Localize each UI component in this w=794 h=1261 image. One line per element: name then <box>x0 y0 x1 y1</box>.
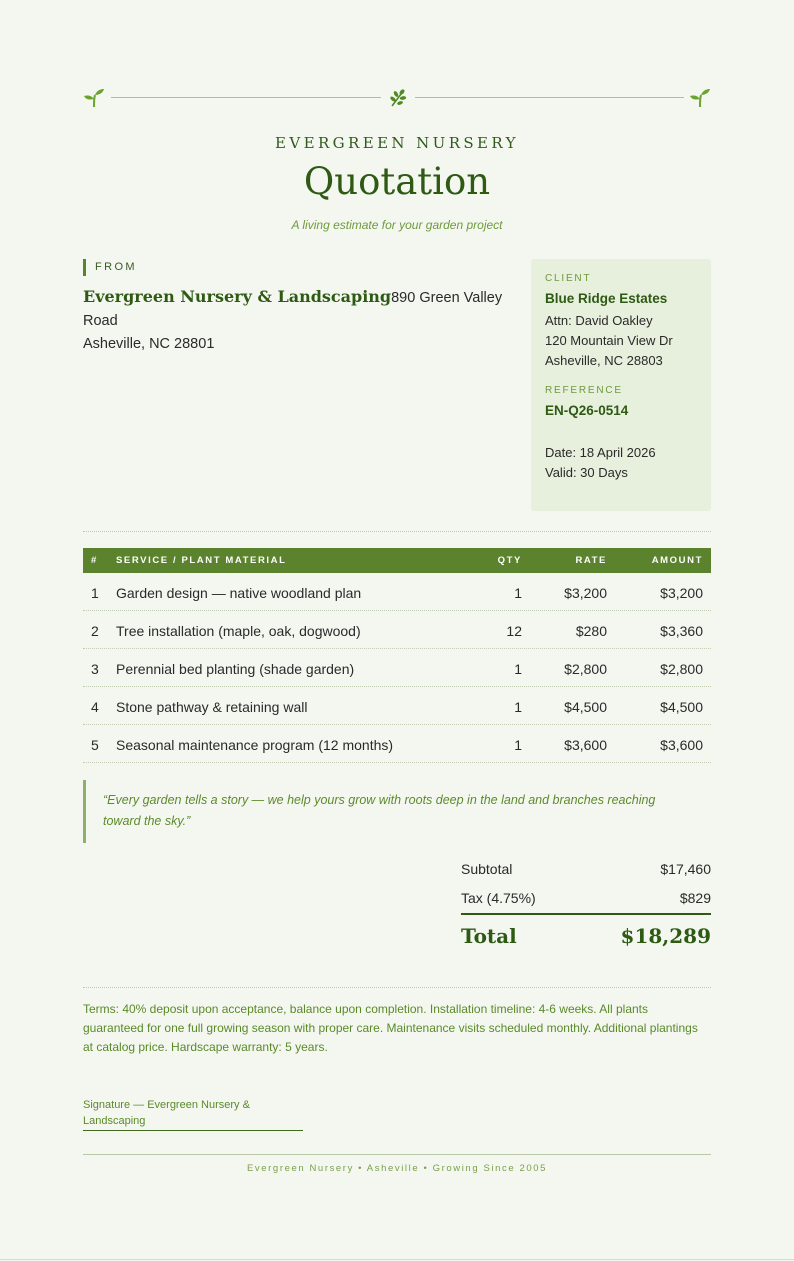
row-qty: 12 <box>506 623 522 639</box>
table-row <box>83 649 711 687</box>
row-amount: $3,360 <box>660 623 703 639</box>
header-qty: QTY <box>497 555 522 566</box>
reference-number: EN-Q26-0514 <box>545 403 629 418</box>
header-rate: RATE <box>575 555 607 566</box>
from-address-line2: Asheville, NC 28801 <box>83 336 215 352</box>
table-row <box>83 687 711 725</box>
table-row <box>83 573 711 611</box>
client-attn: Attn: David Oakley <box>545 313 653 328</box>
header-desc: SERVICE / PLANT MATERIAL <box>116 555 287 566</box>
subtotal-value: $17,460 <box>660 861 711 877</box>
row-amount: $2,800 <box>660 661 703 677</box>
row-qty: 1 <box>514 699 522 715</box>
row-desc: Seasonal maintenance program (12 months) <box>116 737 394 753</box>
from-address <box>83 285 513 356</box>
quote-validity: Valid: 30 Days <box>545 465 628 480</box>
section-divider <box>83 531 711 532</box>
total-label: Total <box>461 924 517 948</box>
row-rate: $3,600 <box>564 737 607 753</box>
client-city: Asheville, NC 28803 <box>545 353 663 368</box>
signature-line: Signature — Evergreen Nursery & Landscaping <box>83 1097 303 1131</box>
leaf-icon <box>387 86 409 108</box>
table-row <box>83 611 711 649</box>
footer-rule <box>83 1154 711 1155</box>
row-desc: Perennial bed planting (shade garden) <box>116 661 355 677</box>
row-num: 4 <box>91 699 99 715</box>
ornament-line-right <box>415 97 684 98</box>
brand-name: EVERGREEN NURSERY <box>275 134 519 152</box>
subtotal-row <box>461 855 711 884</box>
sprout-icon <box>689 86 711 108</box>
from-label: FROM <box>83 259 137 276</box>
client-name: Blue Ridge Estates <box>545 291 668 306</box>
reference-label: REFERENCE <box>545 385 623 396</box>
row-num: 3 <box>91 661 99 677</box>
row-num: 5 <box>91 737 99 753</box>
client-street: 120 Mountain View Dr <box>545 333 673 348</box>
line-items-table <box>83 548 711 763</box>
page-edge <box>0 1259 794 1260</box>
client-label: CLIENT <box>545 273 592 284</box>
tax-label: Tax (4.75%) <box>461 890 536 906</box>
tax-row <box>461 884 711 913</box>
row-amount: $4,500 <box>660 699 703 715</box>
subtotal-label: Subtotal <box>461 861 513 877</box>
total-value: $18,289 <box>620 924 711 948</box>
row-qty: 1 <box>514 661 522 677</box>
quote-dates <box>545 443 656 483</box>
totals-block <box>461 855 711 955</box>
sprout-icon <box>83 86 105 108</box>
client-box <box>531 259 711 511</box>
row-qty: 1 <box>514 585 522 601</box>
client-address <box>545 311 673 371</box>
footer-text: Evergreen Nursery • Asheville • Growing Since 2005 <box>247 1163 547 1174</box>
row-desc: Tree installation (maple, oak, dogwood) <box>116 623 361 639</box>
row-rate: $3,200 <box>564 585 607 601</box>
terms-text: Terms: 40% deposit upon acceptance, balance upon completion. Installation timeline: 4-6 weeks. All plants guaranteed for one full growing season with proper care. Maintenance visits scheduled monthly. Additional plantings at catalog price. Hardscape warranty: 5 years. <box>83 1002 698 1054</box>
table-row <box>83 725 711 763</box>
tax-value: $829 <box>679 890 711 906</box>
page-subtitle: A living estimate for your garden project <box>291 218 503 232</box>
pull-quote: “Every garden tells a story — we help yours grow with roots deep in the land and branches reaching toward the sky.” <box>83 780 687 843</box>
row-amount: $3,200 <box>660 585 703 601</box>
quote-date: Date: 18 April 2026 <box>545 445 656 460</box>
table-header <box>83 548 711 573</box>
row-amount: $3,600 <box>660 737 703 753</box>
row-rate: $4,500 <box>564 699 607 715</box>
row-qty: 1 <box>514 737 522 753</box>
from-company: Evergreen Nursery & Landscaping <box>83 287 392 306</box>
row-num: 1 <box>91 585 99 601</box>
total-row <box>461 915 711 955</box>
from-address-line1: 890 Green Valley Road <box>83 290 503 329</box>
row-desc: Stone pathway & retaining wall <box>116 699 308 715</box>
header-ornament <box>83 86 711 108</box>
ornament-line-left <box>111 97 381 98</box>
terms-divider <box>83 987 711 988</box>
header-num: # <box>91 555 98 566</box>
row-rate: $2,800 <box>564 661 607 677</box>
row-rate: $280 <box>575 623 607 639</box>
header-amount: AMOUNT <box>651 555 703 566</box>
row-num: 2 <box>91 623 99 639</box>
row-desc: Garden design — native woodland plan <box>116 585 362 601</box>
page-title: Quotation <box>303 160 491 203</box>
